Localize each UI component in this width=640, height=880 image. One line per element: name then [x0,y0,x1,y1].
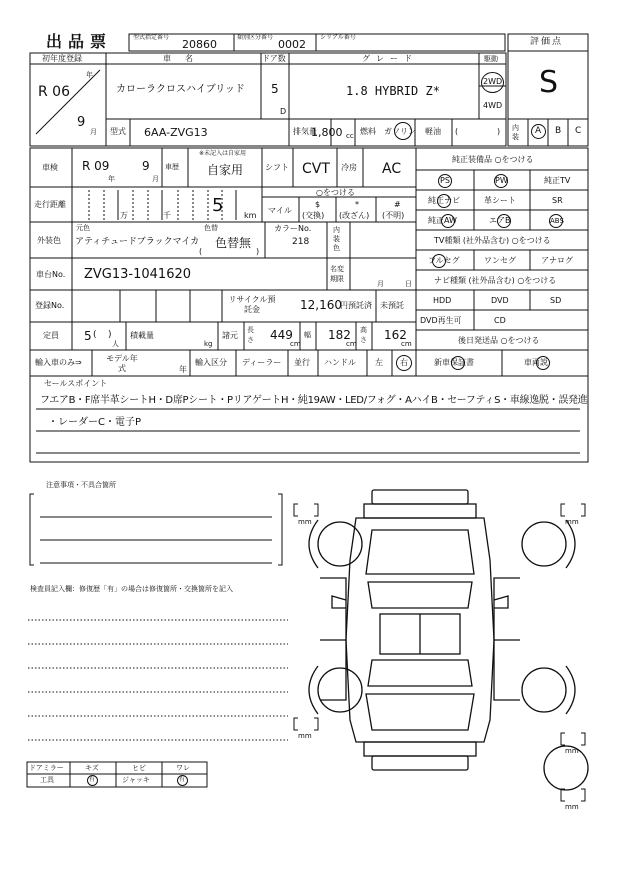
tv-title: TV種類 (社外品含む) ○をつける [434,236,551,245]
disp-label: 排気量 [293,127,317,136]
opt-sd: SD [550,296,562,305]
shift-value: CVT [302,161,330,177]
recycle-value: 12,160 [300,298,342,312]
altered-sym: * [355,200,359,209]
mileage-mile: マイル [268,206,292,215]
first-reg-label: 初年度登録 [42,54,82,63]
altered-label: (改ざん) [339,211,370,220]
fuel-light: 軽油 [425,127,441,136]
model-label: 型式 [110,127,126,136]
opt-hdd: HDD [433,296,452,305]
ruibetsu-label: 類別区分番号 [237,34,274,41]
recycle-unit: 円預託済 [340,301,372,310]
opt-dvd-play: DVD再生可 [420,316,462,325]
inspection-era: R 09 [82,159,110,173]
opt-navi: 純正ナビ [428,196,460,205]
load-unit: kg [204,340,213,348]
ac-value: AC [382,161,402,177]
legend-door-mirror: ドアミラー [29,764,64,772]
handle-left: 左 [375,358,383,367]
sales-line-1: フエアB・F席半革シートH・D席Pシート・PリアゲートH・純19AW・LED/フォグ・AハイB・セーフティS・車線逸脱・誤発進 [40,395,588,406]
usage-value: 自家用 [207,163,244,177]
reg-label: 登録No. [35,301,65,310]
fuel-paren-r: ) [497,127,501,136]
capacity-label: 定員 [43,331,59,340]
width-value: 182 [328,328,351,342]
import-parallel: 並行 [294,358,310,367]
later-title: 後日発送品 ○をつける [458,336,540,345]
legend-hibi: ヒビ [132,764,146,772]
interior-label: 内装 [512,124,519,141]
repaint-label: 色替 [204,224,218,232]
drive-2wd: 2WD [483,77,503,86]
doors-value: 5 [271,82,279,96]
grade-value: 1.8 HYBRID Z* [346,84,440,98]
load-label: 積載量 [130,331,154,340]
opt-airbag: エアB [489,216,511,225]
legend-ware: ワレ [176,764,190,772]
mileage-value: 5 [212,195,224,216]
grade-label: グレード [362,54,418,63]
opt-tv: 純正TV [544,176,571,185]
unknown-label: (不明) [382,211,405,220]
import-kubun-label: 輸入区分 [195,358,227,367]
mm-label-fl: mm [298,518,312,526]
opt-fullseg: フルセグ [428,256,460,265]
interior-color-label: 内装色 [333,226,340,252]
interior-b: B [555,126,562,136]
car-name: カローラクロスハイブリッド [116,84,245,95]
ac-label: 冷房 [341,163,357,172]
door-type: D [280,107,287,116]
disp-value: 1,800 [311,126,343,139]
len-label: 長さ [247,326,254,344]
eval-score: S [539,65,559,100]
expire-month-unit: 月 [377,280,384,288]
capacity-paren: ( [93,330,97,340]
height-unit: cm [401,340,412,348]
shitei-label: 型式指定番号 [133,34,170,41]
genuine-title: 純正装備品 ○をつける [452,155,534,164]
inspection-year-unit: 年 [108,175,115,183]
usage-note: ※未記入は自家用 [199,150,247,157]
doors-label: ドア数 [262,54,286,63]
len-unit: cm [290,340,301,348]
legend-jack-mark: 有 [179,776,186,783]
color-label: 外装色 [37,236,61,245]
expire-label: 名変期限 [330,265,344,283]
opt-aw: 純正AW [428,216,457,225]
usage-label: 車歴 [165,163,179,171]
expire-day-unit: 日 [405,280,412,288]
mm-label-rl: mm [298,732,312,740]
legend-tools-mark: 有 [89,776,96,783]
opt-warranty: 新車保証書 [434,358,474,367]
car-name-label: 車名 [163,54,207,63]
fuel-gas: ガソリン [384,127,416,136]
opt-analog: アナログ [541,256,573,265]
mm-label-fr: mm [565,518,579,526]
shitei-value: 20860 [182,38,217,51]
model-year-label: モデル年式 [106,354,138,373]
orig-color: アティチュードブラックマイカ [75,237,200,247]
opt-oneseg: ワンセグ [484,256,516,265]
drive-4wd: 4WD [483,101,503,110]
form-title: 出品票 [46,32,113,51]
inspector-label: 検査員記入欄：修復歴「有」の場合は修復箇所・交換箇所を記入 [30,585,233,593]
fuel-label: 燃料 [360,127,376,136]
import-label: 輸入車のみ⇒ [35,358,82,367]
chassis-label: 車台No. [36,270,66,279]
fuel-paren-l: ( [455,127,459,136]
mileage-label: 走行距離 [34,200,66,209]
orig-color-label: 元色 [76,224,90,232]
len-value: 449 [270,328,293,342]
height-value: 162 [384,328,407,342]
notes-label: 注意事項・不具合箇所 [46,481,116,489]
repaint-paren-r: ) [256,247,260,256]
legend-tools: 工具 [40,776,54,784]
exchange-label: (交換) [302,211,325,220]
handle-right: 右 [400,358,408,367]
exchange-sym: $ [315,200,321,209]
model-value: 6AA-ZVG13 [144,126,208,139]
opt-abs: ABS [550,217,564,225]
first-reg-era: R 06 [38,84,70,100]
mm-label-spare: mm [565,803,579,811]
shift-label: シフト [265,163,289,172]
capacity-unit: 人 [112,340,119,348]
color-code: 218 [292,237,310,247]
interior-c: C [575,126,582,136]
first-reg-month: 9 [77,115,86,130]
first-reg-year-unit: 年 [86,71,93,79]
drive-label: 駆動 [484,55,498,63]
repaint-paren-l: ( [199,247,203,256]
handle-label: ハンドル [324,358,356,367]
mileage-sen: 千 [163,211,171,220]
recycle-unpaid: 未預託 [380,301,404,310]
inspection-month: 9 [142,159,150,173]
capacity-paren-r: ) [108,330,112,340]
car-diagram [309,490,588,790]
navi-title: ナビ種類 (社外品含む) ○をつける [434,276,557,285]
opt-manual: 車両説 [524,358,548,367]
disp-unit: cc [346,132,354,140]
sales-line-2: ・レーダーC・電子P [48,417,142,428]
dim-label: 諸元 [222,331,238,340]
unknown-sym: # [394,200,401,209]
opt-dvd: DVD [491,296,509,305]
mileage-circle-note: ○をつける [316,188,355,197]
color-code-label: カラーNo. [274,224,312,233]
height-label: 高さ [360,326,367,344]
opt-ps: PS [440,176,450,185]
repaint-value: 色替無 [215,236,252,250]
legend-kizu: キズ [85,764,99,772]
mm-label-rr: mm [565,747,579,755]
mileage-unit: km [244,211,257,220]
width-label: 幅 [304,331,311,339]
import-dealer: ディーラー [242,358,282,367]
ruibetsu-value: 0002 [278,38,306,51]
recycle-label: リサイクル預託金 [228,295,276,314]
serial-label: シリアル番号 [320,34,356,41]
mileage-man: 万 [120,211,128,220]
sales-label: セールスポイント [44,379,108,388]
first-reg-month-unit: 月 [90,128,97,136]
model-year-unit: 年 [179,365,187,374]
inspection-label: 車検 [42,163,58,172]
legend-jack: ジャッキ [122,776,150,784]
interior-a: A [535,126,542,136]
eval-label: 評価点 [530,37,564,47]
opt-sr: SR [552,196,563,205]
inspection-month-unit: 月 [152,175,159,183]
capacity-value: 5 [84,329,92,343]
opt-pw: PW [495,176,508,185]
chassis-value: ZVG13-1041620 [84,267,192,282]
opt-leather: 革シート [484,196,516,205]
opt-cd: CD [494,316,506,325]
width-unit: cm [346,340,357,348]
